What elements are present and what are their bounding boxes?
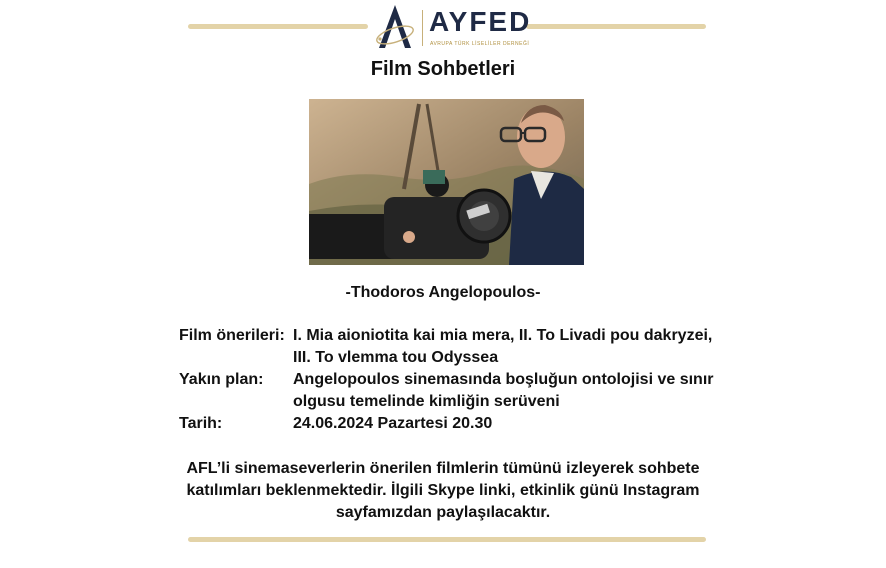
ayfed-logo — [374, 4, 532, 50]
logo-divider — [422, 10, 423, 46]
page-title: Film Sohbetleri — [370, 58, 516, 80]
closeup-label: Yakın plan: — [179, 371, 264, 388]
date-label: Tarih: — [179, 415, 223, 432]
top-right-divider — [526, 24, 706, 29]
films-label: Film önerileri: — [179, 327, 285, 344]
closeup-row — [179, 369, 739, 413]
director-caption: -Thodoros Angelopoulos- — [345, 284, 541, 301]
participation-note: AFL’li sinemaseverlerin önerilen filmlerin tümünü izleyerek sohbete katılımları beklenmektedir. İlgili Skype linki, etkinlik günü Instagram sayfamızdan paylaşılacaktır. — [186, 460, 700, 521]
logo-tagline: AVRUPA TÜRK LİSELİLER DERNEĞİ — [430, 41, 530, 47]
date-row — [179, 413, 739, 435]
logo-wordmark: AYFED — [429, 6, 532, 37]
ayfed-logo-mark-icon — [374, 4, 416, 50]
closeup-value: Angelopoulos sinemasında boşluğun ontolojisi ve sınır olgusu temelinde kimliğin serüveni — [293, 371, 714, 410]
films-row — [179, 325, 739, 369]
event-details — [179, 325, 739, 435]
films-value: I. Mia aioniotita kai mia mera, II. To Livadi pou dakryzei, III. To vlemma tou Odyssea — [293, 327, 713, 366]
date-value: 24.06.2024 Pazartesi 20.30 — [293, 415, 493, 432]
bottom-divider — [188, 537, 706, 542]
director-photo — [309, 99, 584, 265]
top-left-divider — [188, 24, 368, 29]
